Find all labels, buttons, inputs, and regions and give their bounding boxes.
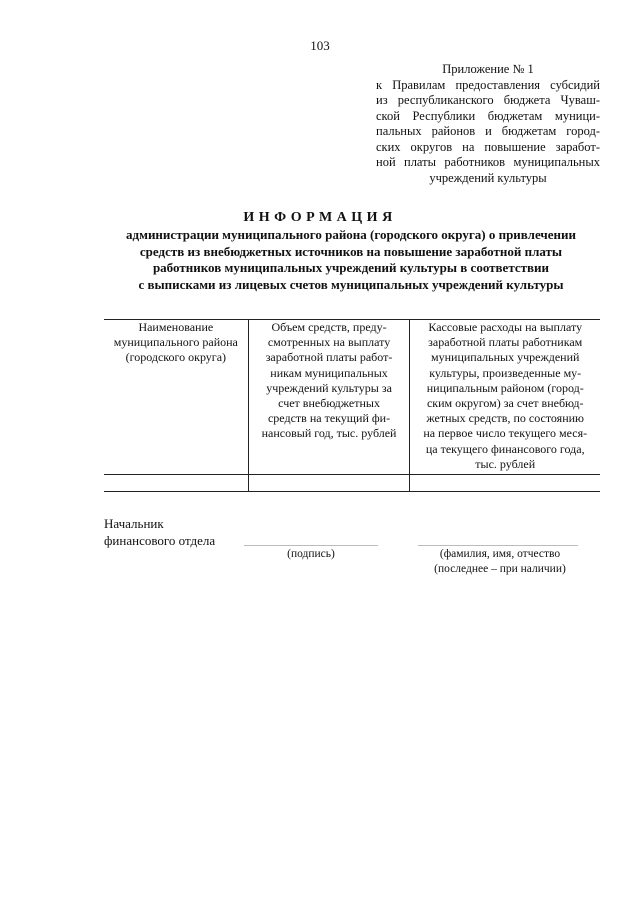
header-line: муниципальных учреждений <box>431 350 580 365</box>
table-row <box>104 475 600 492</box>
header-line: средств на текущий фи- <box>267 411 391 426</box>
signer-line: Начальник <box>104 516 164 531</box>
full-name-line <box>418 545 578 546</box>
signature-line <box>244 545 378 546</box>
subtitle-line: средств из внебюджетных источников на повышение заработной платы <box>139 243 563 259</box>
header-line: смотренных на выплату <box>267 335 391 350</box>
header-line: нансовый год, тыс. рублей <box>261 426 397 441</box>
appendix-line: пальных районов и бюджетам город- <box>376 124 600 138</box>
header-line: ским округом) за счет внебюд- <box>426 396 584 411</box>
header-line: счет внебюджетных <box>278 396 380 411</box>
header-line: Объем средств, преду- <box>271 320 387 334</box>
appendix-line: ной платы работников муниципальных <box>376 155 600 169</box>
appendix-title: Приложение № 1 <box>442 62 534 76</box>
header-line: Кассовые расходы на выплату <box>428 320 583 334</box>
table-cell <box>410 475 600 492</box>
subtitle-line: работников муниципальных учреждений культуры в соответствии <box>152 260 550 275</box>
header-line: заработной платы работ- <box>265 350 393 365</box>
appendix-line: ских округов на повышение заработ- <box>376 139 600 154</box>
page-number: 103 <box>310 38 330 53</box>
subtitle-line: администрации муниципального района (городского округа) о привлечении <box>126 227 576 242</box>
appendix-line: ской Республики бюджетам муници- <box>376 108 600 123</box>
header-line: культуры, произведенные му- <box>429 365 582 380</box>
header-line: учреждений культуры за <box>266 380 392 395</box>
info-table <box>104 319 600 492</box>
header-line: ниципальным районом (город- <box>426 380 584 395</box>
caption-line: (фамилия, имя, отчество <box>439 548 561 560</box>
header-line: жетных средств, по состоянию <box>426 411 585 426</box>
appendix-line: к Правилам предоставления субсидий <box>376 77 600 92</box>
table-cell <box>104 475 248 492</box>
header-line: заработной платы работникам <box>428 335 583 350</box>
full-name-caption <box>410 547 590 577</box>
header-line: Наименование <box>138 320 214 334</box>
header-line: (городского округа) <box>125 350 227 365</box>
signature-caption: (подпись) <box>287 548 335 560</box>
header-cash-expenses <box>410 320 600 475</box>
signer-position <box>104 515 215 549</box>
appendix-block <box>376 62 600 186</box>
header-district-name <box>104 320 248 475</box>
appendix-line: учреждений культуры <box>429 170 547 185</box>
header-line: тыс. рублей <box>475 456 536 471</box>
header-planned-funds <box>248 320 410 475</box>
caption-line: (последнее – при наличии) <box>434 563 566 575</box>
header-line: на первое число текущего меся- <box>423 426 588 441</box>
header-line: муниципального района <box>113 335 238 350</box>
subtitle-line: с выписками из лицевых счетов муниципальных учреждений культуры <box>138 276 564 292</box>
table-cell <box>248 475 410 492</box>
table-header-row <box>104 320 600 475</box>
header-line: ца текущего финансового года, <box>425 441 585 456</box>
signer-line: финансового отдела <box>104 533 216 548</box>
document-subtitle <box>96 227 606 293</box>
appendix-line: из республиканского бюджета Чуваш- <box>376 93 600 107</box>
header-line: никам муниципальных <box>270 365 388 380</box>
document-title: ИНФОРМАЦИЯ <box>243 210 397 225</box>
